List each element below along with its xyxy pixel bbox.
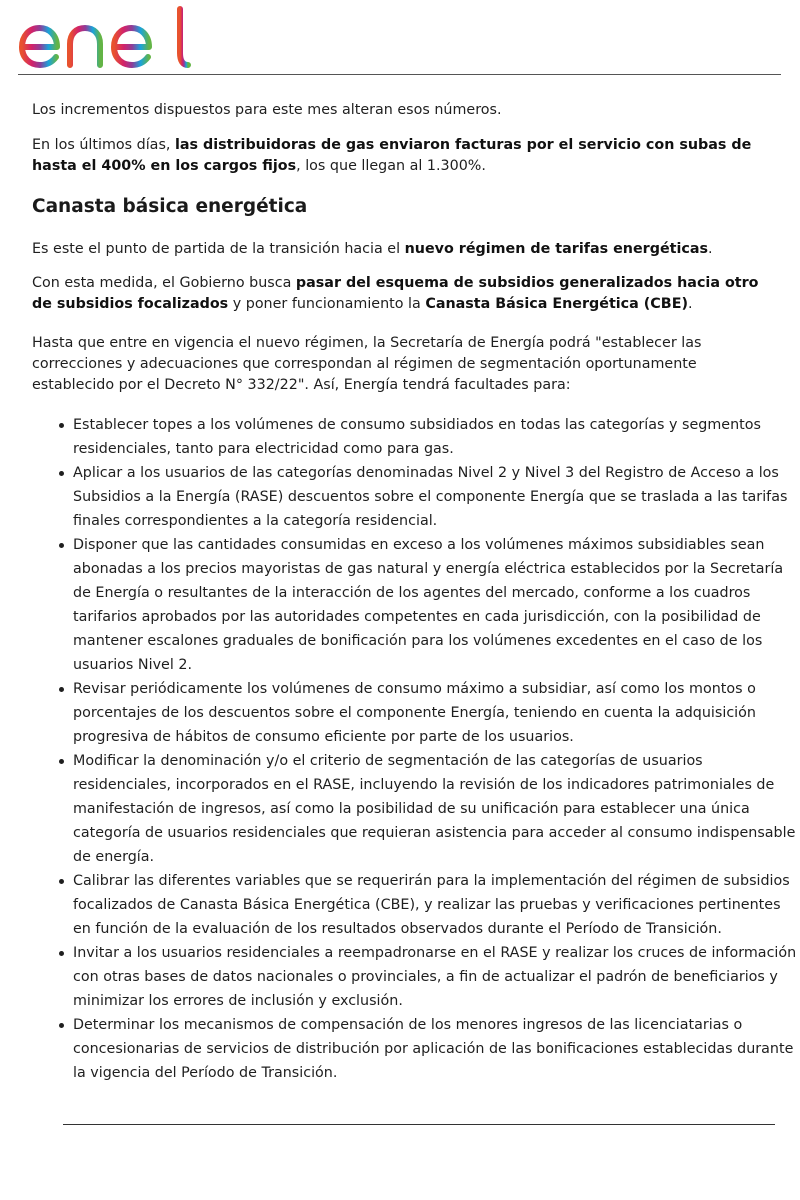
footer-divider bbox=[63, 1124, 775, 1125]
header-divider bbox=[18, 74, 781, 75]
paragraph-subsidies-tail: . bbox=[688, 296, 693, 312]
list-item: Invitar a los usuarios residenciales a reempadronarse en el RASE y realizar los cruces de información con otras bases de datos nacionales o provinciales, a fin de actualizar el padrón de beneficiarios y minimizar los errores de inclusión y exclusión. bbox=[73, 941, 800, 1013]
list-item: Disponer que las cantidades consumidas en exceso a los volúmenes máximos subsidiables sean abonadas a los precios mayoristas de gas natural y energía eléctrica establecidos por la Secretaría de Energía o resultantes de la interacción de los agentes del mercado, conforme a los cuadros tarifarios aprobados por las autoridades competentes en cada jurisdicción, con la posibilidad de mantener escalones graduales de bonificación para los volúmenes excedentes en el caso de los usuarios Nivel 2. bbox=[73, 533, 800, 677]
paragraph-gas-bills bbox=[32, 135, 762, 177]
paragraph-secretaria: Hasta que entre en vigencia el nuevo régimen, la Secretaría de Energía podrá "establecer las correcciones y adecuaciones que correspondan al régimen de segmentación oportunamente establecido por el Decreto N° 332/22". Así, Energía tendrá facultades para: bbox=[32, 335, 702, 393]
list-item: Revisar periódicamente los volúmenes de consumo máximo a subsidiar, así como los montos o porcentajes de los descuentos sobre el componente Energía, teniendo en cuenta la adquisición progresiva de hábitos de consumo eficiente por parte de los usuarios. bbox=[73, 677, 800, 749]
paragraph-transition-text: Es este el punto de partida de la transición hacia el bbox=[32, 241, 405, 257]
paragraph-subsidies bbox=[32, 273, 762, 315]
list-item: Establecer topes a los volúmenes de consumo subsidiados en todas las categorías y segmentos residenciales, tanto para electricidad como para gas. bbox=[73, 413, 800, 461]
paragraph-subsidies-text: Con esta medida, el Gobierno busca bbox=[32, 275, 296, 291]
article-body bbox=[32, 100, 797, 1085]
paragraph-subsidies-middle: y poner funcionamiento la bbox=[228, 296, 426, 312]
paragraph-transition-bold: nuevo régimen de tarifas energéticas bbox=[404, 241, 709, 257]
enel-logo[interactable] bbox=[18, 4, 192, 70]
list-item: Aplicar a los usuarios de las categorías denominadas Nivel 2 y Nivel 3 del Registro de Acceso a los Subsidios a la Energía (RASE) descuentos sobre el componente Energía que se traslada a las tarifas finales correspondientes a la categoría residencial. bbox=[73, 461, 800, 533]
list-item: Calibrar las diferentes variables que se requerirán para la implementación del régimen de subsidios focalizados de Canasta Básica Energética (CBE), y realizar las pruebas y verificaciones pertinentes en función de la evaluación de los resultados observados durante el Período de Transición. bbox=[73, 869, 800, 941]
paragraph-transition-tail: . bbox=[708, 241, 713, 257]
paragraph-subsidies-bold-2: Canasta Básica Energética (CBE) bbox=[425, 296, 688, 312]
paragraph-transition bbox=[32, 239, 762, 260]
page-header bbox=[0, 0, 800, 76]
list-item: Modificar la denominación y/o el criterio de segmentación de las categorías de usuarios residenciales, incorporados en el RASE, incluyendo la revisión de los indicadores patrimoniales de manifestación de ingresos, así como la posibilidad de su unificación para establecer una única categoría de usuarios residenciales que requieran asistencia para acceder al consumo indispensable de energía. bbox=[73, 749, 800, 869]
paragraph-gas-bills-text: En los últimos días, bbox=[32, 137, 175, 153]
paragraph-increments: Los incrementos dispuestos para este mes alteran esos números. bbox=[32, 102, 502, 118]
section-heading: Canasta básica energética bbox=[32, 196, 308, 217]
faculties-list bbox=[32, 413, 800, 1085]
paragraph-subsidies-bold-1: pasar del esquema de subsidios generalizados hacia otro de subsidios focalizados bbox=[32, 275, 759, 312]
list-item: Determinar los mecanismos de compensación de los menores ingresos de las licenciatarias o concesionarias de servicios de distribución por aplicación de las bonificaciones establecidas durante la vigencia del Período de Transición. bbox=[73, 1013, 800, 1085]
paragraph-gas-bills-bold: las distribuidoras de gas enviaron facturas por el servicio con subas de hasta el 400% en los cargos fijos bbox=[32, 137, 752, 174]
paragraph-gas-bills-tail: , los que llegan al 1.300%. bbox=[296, 158, 486, 174]
